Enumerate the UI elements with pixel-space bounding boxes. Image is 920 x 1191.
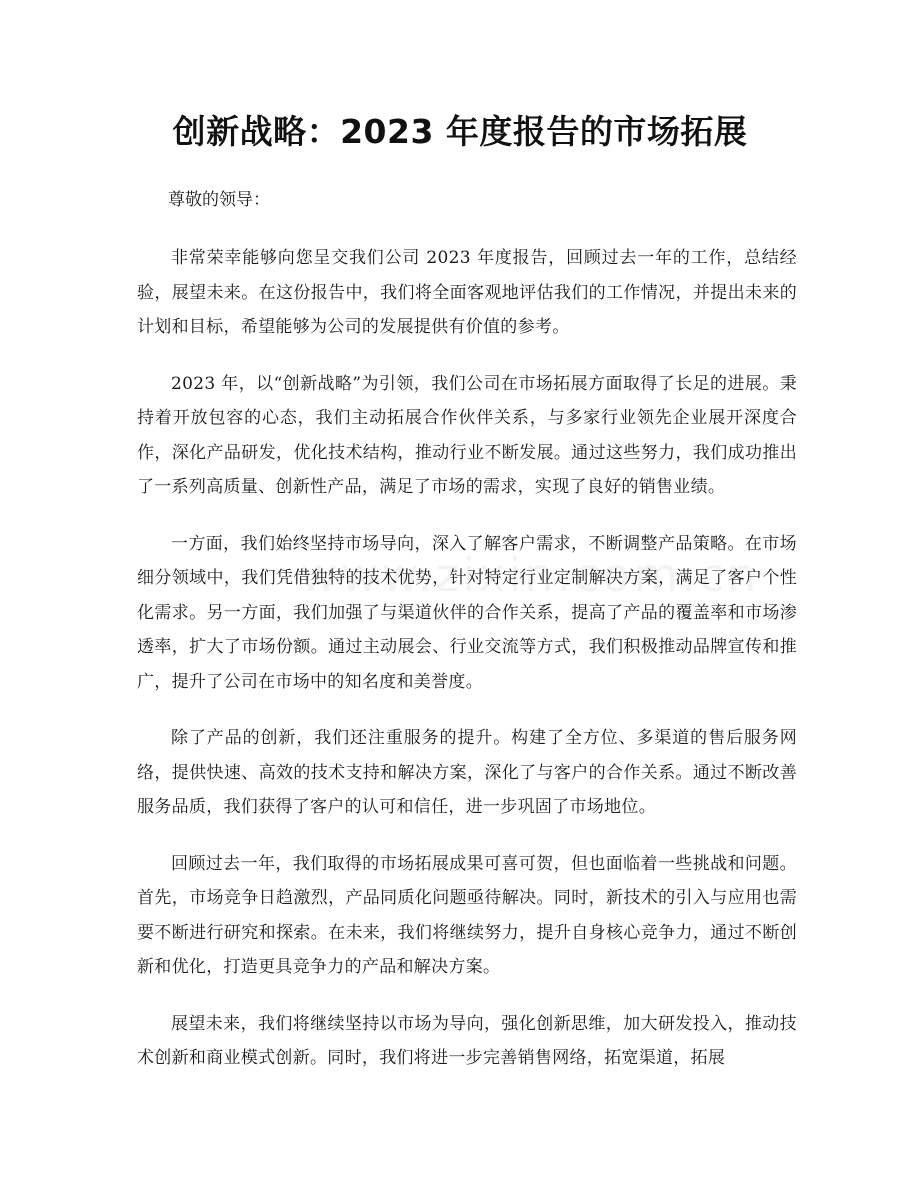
paragraph-2: 2023 年，以“创新战略”为引领，我们公司在市场拓展方面取得了长足的进展。秉持着开放包容的心态，我们主动拓展合作伙伴关系，与多家行业领先企业展开深度合作，深化产品研发，优化技术结构，推动行业不断发展。通过这些努力，我们成功推出了一系列高质量、创新性产品，满足了市场的需求，实现了良好的销售业绩。 <box>137 373 797 497</box>
salutation: 尊敬的领导： <box>168 190 270 210</box>
paragraph-3: 一方面，我们始终坚持市场导向，深入了解客户需求，不断调整产品策略。在市场细分领域中，我们凭借独特的技术优势，针对特定行业定制解决方案，满足了客户个性化需求。另一方面，我们加强了与渠道伙伴的合作关系，提高了产品的覆盖率和市场渗透率，扩大了市场份额。通过主动展会、行业交流等方式，我们积极推动品牌宣传和推广，提升了公司在市场中的知名度和美誉度。 <box>137 533 797 692</box>
document-title: 创新战略：2023 年度报告的市场拓展 <box>172 112 748 151</box>
paragraph-5: 回顾过去一年，我们取得的市场拓展成果可喜可贺，但也面临着一些挑战和问题。首先，市场竞争日趋激烈，产品同质化问题亟待解决。同时，新技术的引入与应用也需要不断进行研究和探索。在未来，我们将继续努力，提升自身核心竞争力，通过不断创新和优化，打造更具竞争力的产品和解决方案。 <box>137 853 797 977</box>
document-body <box>137 183 797 1098</box>
paragraph-1: 非常荣幸能够向您呈交我们公司 2023 年度报告，回顾过去一年的工作，总结经验，展望未来。在这份报告中，我们将全面客观地评估我们的工作情况，并提出未来的计划和目标，希望能够为公司的发展提供有价值的参考。 <box>137 248 797 337</box>
paragraph-4: 除了产品的创新，我们还注重服务的提升。构建了全方位、多渠道的售后服务网络，提供快速、高效的技术支持和解决方案，深化了与客户的合作关系。通过不断改善服务品质，我们获得了客户的认可和信任，进一步巩固了市场地位。 <box>137 728 797 817</box>
paragraph-6: 展望未来，我们将继续坚持以市场为导向，强化创新思维，加大研发投入，推动技术创新和商业模式创新。同时，我们将进一步完善销售网络，拓宽渠道，拓展 <box>137 1013 797 1068</box>
